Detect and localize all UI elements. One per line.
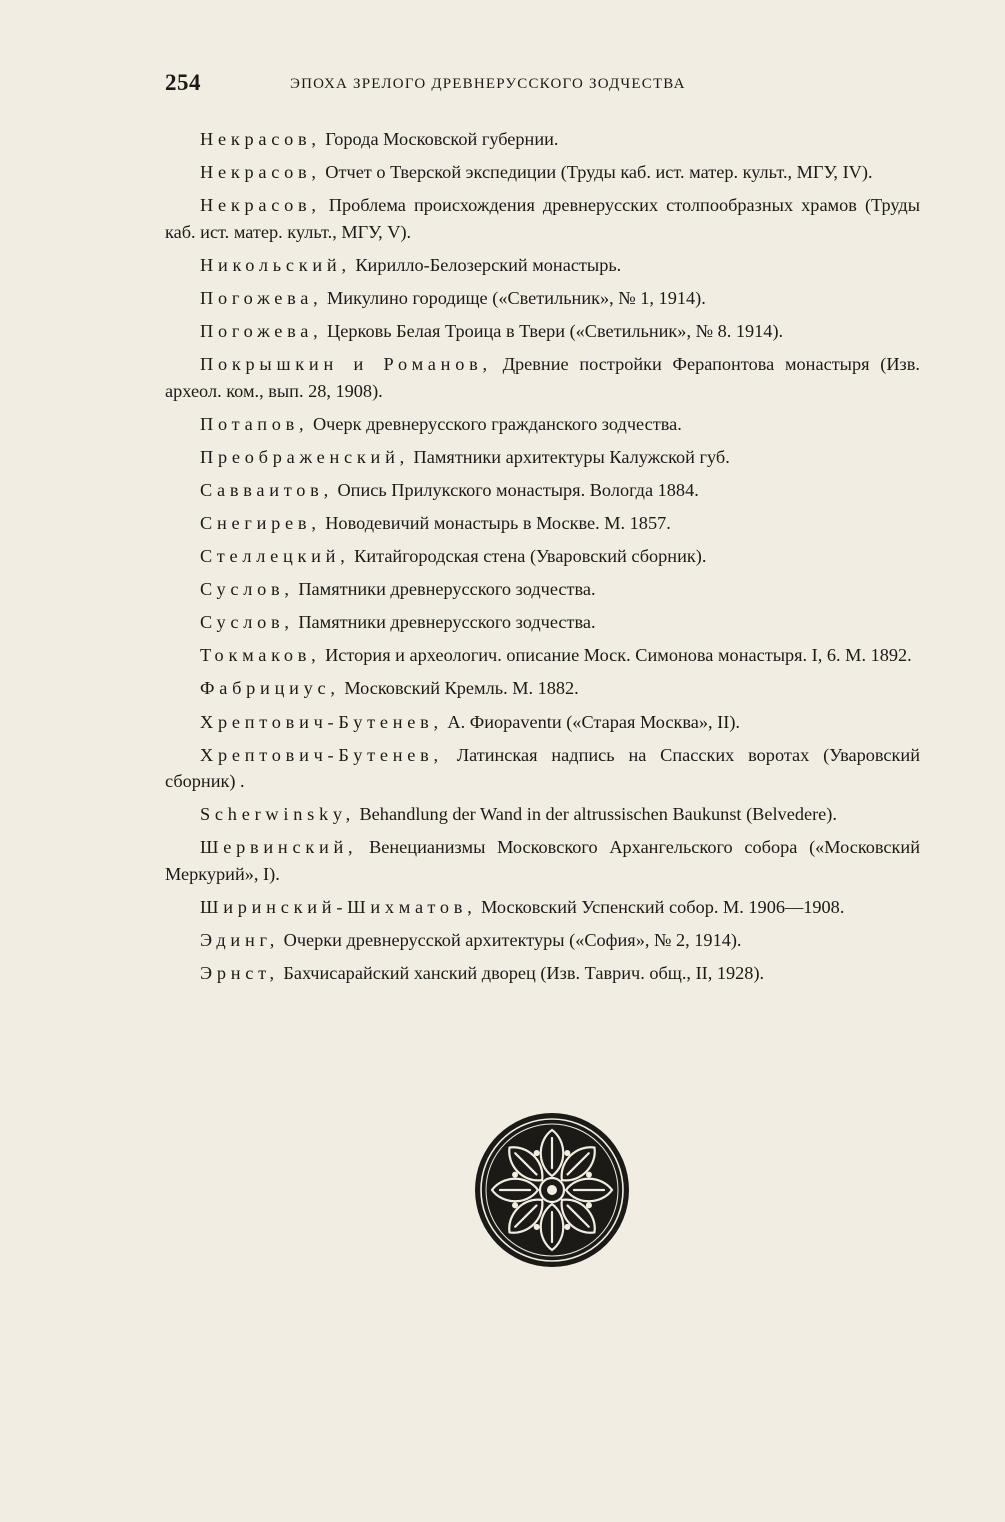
entry-text: История и археологич. описание Моск. Симонова монастыря. I, 6. М. 1892. <box>320 645 912 666</box>
entry-text: Новодевичий монастырь в Москве. М. 1857. <box>320 512 671 533</box>
entry-author: Погожева, <box>200 287 323 308</box>
entry-text: Китайгородская стена (Уваровский сборник). <box>349 546 707 567</box>
bibliography-entry <box>165 411 920 438</box>
entry-text: Латинская надпись на Спасских воротах (Уваровский сборник) . <box>165 744 920 792</box>
bibliography-entry <box>165 709 920 736</box>
entry-author: Фабрициус, <box>200 678 340 699</box>
entry-text: А. Фиораventи («Старая Москва», II). <box>442 711 740 732</box>
entry-author: Преображенский, <box>200 446 409 467</box>
entry-text: Московский Успенский собор. М. 1906—1908. <box>476 896 845 917</box>
entry-text: Московский Кремль. М. 1882. <box>339 678 579 699</box>
entry-author: Суслов, <box>200 579 294 600</box>
entry-text: Памятники архитектуры Калужской губ. <box>408 446 730 467</box>
entry-author: Шервинский, <box>200 837 358 858</box>
entry-text: Венецианизмы Московского Архангельского собора («Московский Меркурий», I). <box>165 837 920 884</box>
bibliography-entry <box>165 642 920 669</box>
bibliography-entry <box>165 318 920 345</box>
bibliography-entry <box>165 801 920 828</box>
entry-author: Покрышкин и Романов, <box>200 354 492 375</box>
bibliography-entry <box>165 252 920 279</box>
bibliography-entry <box>165 675 920 702</box>
entry-author: Некрасов, <box>200 129 321 149</box>
entry-author: Снегирев, <box>200 512 321 533</box>
bibliography-entry <box>165 444 920 471</box>
bibliography-entry <box>165 894 920 921</box>
bibliography-entry <box>165 609 920 636</box>
entry-text: Отчет о Тверской экспедиции (Труды каб. ист. матер. культ., МГУ, IV). <box>320 162 873 183</box>
entry-author: Ширинский-Шихматов, <box>200 896 477 917</box>
entry-author: Потапов, <box>200 413 309 434</box>
entry-text: Города Московской губернии. <box>320 129 559 149</box>
bibliography-entry <box>165 960 920 987</box>
running-title: ЭПОХА ЗРЕЛОГО ДРЕВНЕРУССКОГО ЗОДЧЕСТВА <box>290 76 686 92</box>
entry-author: Савваитов, <box>200 479 333 500</box>
page-number: 254 <box>165 70 201 95</box>
entry-author: Никольский, <box>200 254 351 275</box>
rosette-ornament-icon <box>472 1110 632 1270</box>
entry-text: Проблема происхождения древнерусских столпообразных храмов (Труды каб. ист. матер. культ., МГУ, V). <box>165 195 920 242</box>
entry-author: Некрасов, <box>200 195 321 216</box>
entry-author: Эдинг, <box>200 929 280 950</box>
bibliography-entry <box>165 576 920 603</box>
entry-author: Токмаков, <box>200 645 321 666</box>
entry-author: Некрасов, <box>200 162 321 183</box>
entry-author: Суслов, <box>200 612 294 633</box>
entry-text: Микулино городище («Светильник», № 1, 1914). <box>322 287 706 308</box>
bibliography-entry <box>165 834 920 887</box>
entry-text: Памятники древнерусского зодчества. <box>293 612 596 633</box>
bibliography-entry <box>165 351 920 404</box>
bibliography-entry <box>165 742 920 795</box>
entry-author: Хрептович-Бутенев, <box>200 711 443 732</box>
entry-text: Церковь Белая Троица в Твери («Светильник», № 8. 1914). <box>322 320 784 341</box>
entry-author: Стеллецкий, <box>200 546 350 567</box>
running-head <box>165 70 925 104</box>
bibliography-entry <box>165 477 920 504</box>
entry-author: Хрептович-Бутенев, <box>200 744 443 765</box>
entry-text: Очерки древнерусской архитектуры («София», № 2, 1914). <box>279 929 742 950</box>
bibliography-entry <box>165 159 920 186</box>
entry-text: Кирилло-Белозерский монастырь. <box>350 254 622 275</box>
entry-author: Эрнст, <box>200 963 279 984</box>
entry-author: Scherwinsky, <box>200 804 355 825</box>
entry-text: Behandlung der Wand in der altrussischen Baukunst (Belvedere). <box>354 804 837 825</box>
bibliography-entry <box>165 126 920 153</box>
entry-text: Памятники древнерусского зодчества. <box>293 579 596 600</box>
entry-text: Бахчисарайский ханский дворец (Изв. Таврич. общ., II, 1928). <box>278 963 765 984</box>
bibliography-entry <box>165 543 920 570</box>
bibliography-list <box>165 126 920 993</box>
entry-author: Погожева, <box>200 320 323 341</box>
bibliography-entry <box>165 285 920 312</box>
bibliography-entry <box>165 192 920 245</box>
entry-text: Древние постройки Ферапонтова монастыря (Изв. археол. ком., вып. 28, 1908). <box>165 354 920 401</box>
bibliography-entry <box>165 927 920 954</box>
entry-text: Очерк древнерусского гражданского зодчества. <box>308 413 682 434</box>
bibliography-entry <box>165 510 920 537</box>
entry-text: Опись Прилукского монастыря. Вологда 1884. <box>332 479 699 500</box>
